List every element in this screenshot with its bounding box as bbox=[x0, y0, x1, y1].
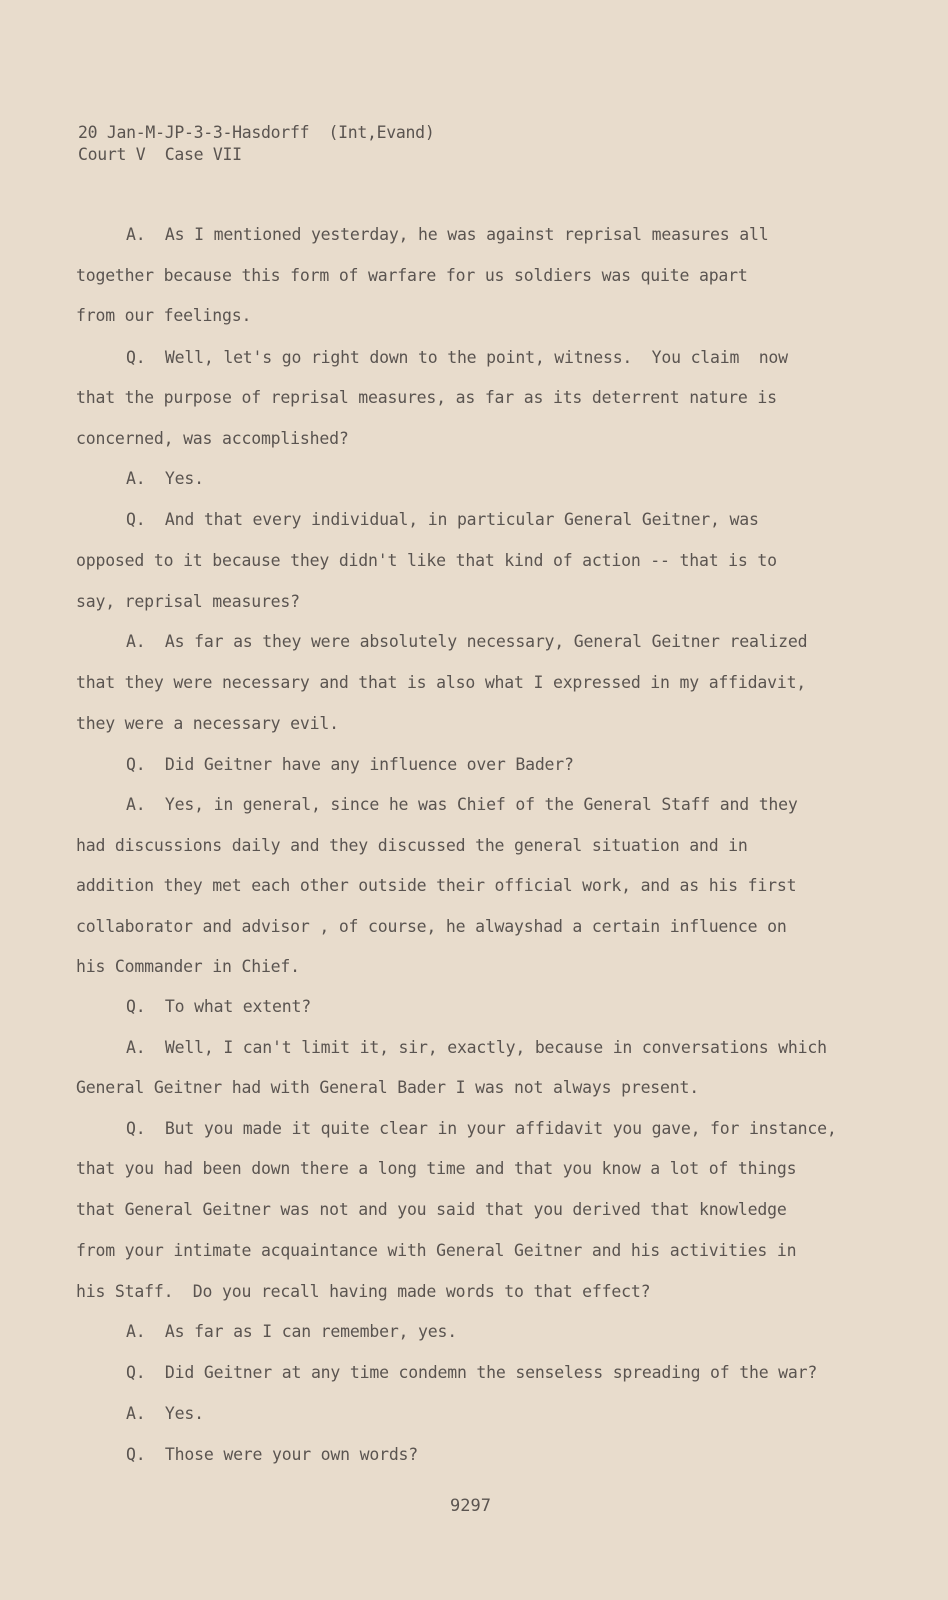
transcript-line: Q. Did Geitner have any influence over Bader? bbox=[126, 755, 574, 774]
transcript-line: A. Yes. bbox=[126, 469, 204, 488]
transcript-line: A. Yes, in general, since he was Chief of the General Staff and they bbox=[126, 795, 798, 814]
transcript-line: Q. Those were your own words? bbox=[126, 1445, 419, 1464]
transcript-line: his Staff. Do you recall having made words to that effect? bbox=[76, 1282, 651, 1301]
transcript-line: had discussions daily and they discussed the general situation and in bbox=[76, 836, 748, 855]
transcript-line: A. As I mentioned yesterday, he was against reprisal measures all bbox=[126, 225, 769, 244]
transcript-line: A. Yes. bbox=[126, 1404, 204, 1423]
transcript-line: that they were necessary and that is also what I expressed in my affidavit, bbox=[76, 673, 807, 692]
transcript-line: addition they met each other outside their official work, and as his first bbox=[76, 876, 797, 895]
page-number: 9297 bbox=[450, 1496, 491, 1516]
transcript-line: A. As far as I can remember, yes. bbox=[126, 1322, 457, 1341]
transcript-line: A. Well, I can't limit it, sir, exactly, because in conversations which bbox=[126, 1038, 827, 1057]
transcript-line: his Commander in Chief. bbox=[76, 957, 300, 976]
transcript-line: from our feelings. bbox=[76, 306, 252, 325]
transcript-line: General Geitner had with General Bader I was not always present. bbox=[76, 1078, 699, 1097]
document-header bbox=[78, 122, 434, 166]
transcript-line: concerned, was accomplished? bbox=[76, 429, 349, 448]
transcript-line: Q. Well, let's go right down to the point, witness. You claim now bbox=[126, 348, 788, 367]
transcript-line: say, reprisal measures? bbox=[76, 592, 300, 611]
header-line-1: 20 Jan-M-JP-3-3-Hasdorff (Int,Evand) bbox=[78, 123, 435, 142]
transcript-line: they were a necessary evil. bbox=[76, 714, 339, 733]
transcript-line: together because this form of warfare for us soldiers was quite apart bbox=[76, 266, 748, 285]
transcript-line: that you had been down there a long time and that you know a lot of things bbox=[76, 1159, 797, 1178]
header-line-2: Court V Case VII bbox=[78, 145, 242, 164]
transcript-line: Q. But you made it quite clear in your affidavit you gave, for instance, bbox=[126, 1119, 837, 1138]
transcript-line: that General Geitner was not and you said that you derived that knowledge bbox=[76, 1200, 787, 1219]
transcript-line: Q. And that every individual, in particular General Geitner, was bbox=[126, 510, 759, 529]
transcript-line: that the purpose of reprisal measures, as far as its deterrent nature is bbox=[76, 388, 777, 407]
transcript-line: A. As far as they were absolutely necessary, General Geitner realized bbox=[126, 632, 808, 651]
transcript-line: collaborator and advisor , of course, he alwayshad a certain influence on bbox=[76, 917, 787, 936]
transcript-line: from your intimate acquaintance with General Geitner and his activities in bbox=[76, 1241, 797, 1260]
transcript-line: Q. To what extent? bbox=[126, 997, 311, 1016]
transcript-line: opposed to it because they didn't like that kind of action -- that is to bbox=[76, 551, 777, 570]
transcript-line: Q. Did Geitner at any time condemn the senseless spreading of the war? bbox=[126, 1363, 818, 1382]
